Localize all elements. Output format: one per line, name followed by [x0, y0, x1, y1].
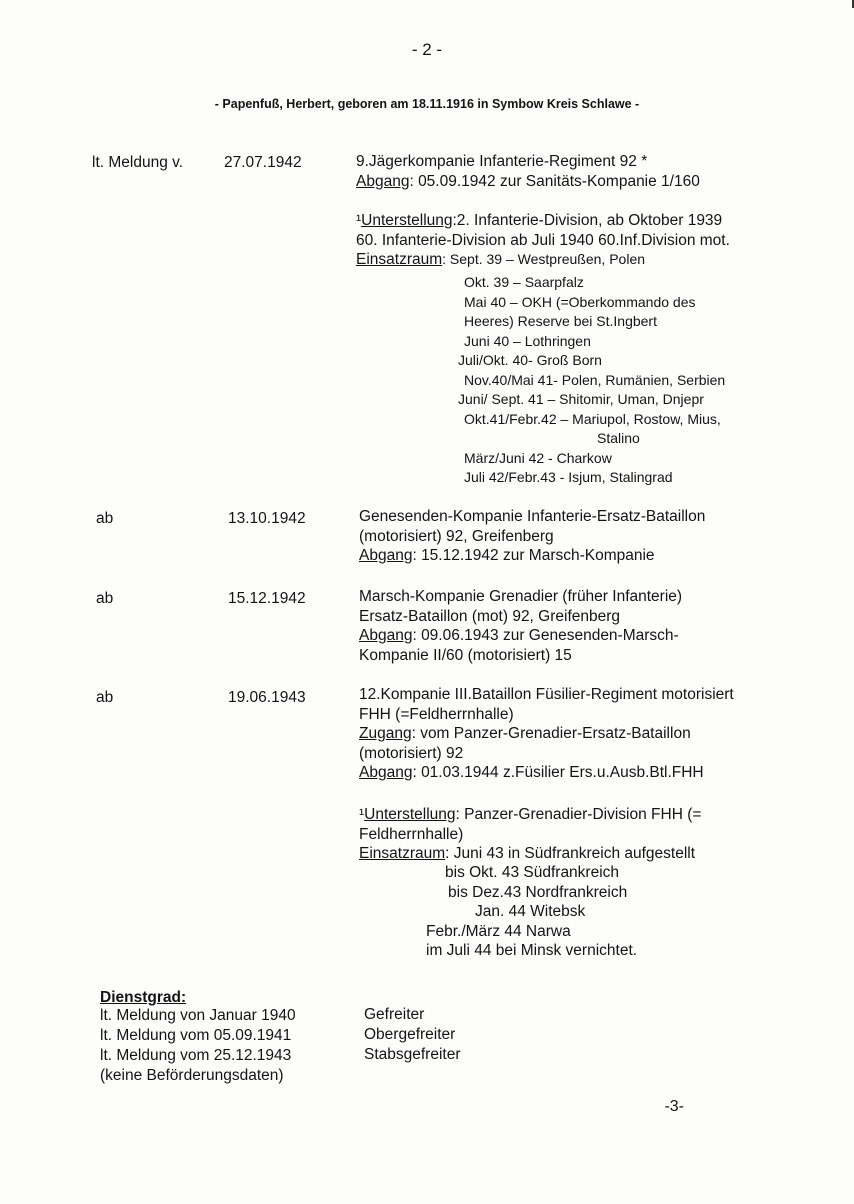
- entry-3-label: ab: [96, 590, 114, 607]
- dienstgrad-note: (keine Beförderungsdaten): [100, 1067, 284, 1084]
- abgang-text: : 01.03.1944 z.Füsilier Ers.u.Ausb.Btl.FHH: [412, 764, 704, 781]
- dienstgrad-meldung: lt. Meldung vom 05.09.1941: [100, 1027, 292, 1044]
- entry-1-einsatz-list: [458, 273, 726, 488]
- entry-4-date: 19.06.1943: [228, 689, 306, 706]
- entry-3-details: [359, 587, 682, 665]
- entry-2-label: ab: [96, 510, 114, 527]
- abgang-label: Abgang: [359, 547, 413, 564]
- abgang-label: Abgang: [356, 172, 410, 190]
- einsatz-line: Nov.40/Mai 41- Polen, Rumänien, Serbien: [464, 371, 726, 388]
- entry-1-abgang: [356, 172, 700, 192]
- dienstgrad-meldung: lt. Meldung vom 25.12.1943: [100, 1047, 292, 1064]
- entry-4-details: [359, 685, 734, 783]
- einsatzraum-label: Einsatzraum: [356, 251, 443, 268]
- einsatzraum-label: Einsatzraum: [359, 845, 446, 862]
- document-header: - Papenfuß, Herbert, geboren am 18.11.1916 in Symbow Kreis Schlawe -: [214, 97, 640, 111]
- unterstellung-text: :2. Infanterie-Division, ab Oktober 1939: [452, 212, 723, 229]
- entry-3-line-1: Marsch-Kompanie Grenadier (früher Infanterie): [359, 588, 683, 605]
- zugang-text: : vom Panzer-Grenadier-Ersatz-Bataillon: [411, 725, 691, 742]
- einsatz-line: im Juli 44 bei Minsk vernichtet.: [426, 942, 638, 959]
- entry-1-unterstellung: [356, 211, 730, 270]
- einsatz-line: Juni 40 – Lothringen: [464, 332, 591, 349]
- dienstgrad-heading: Dienstgrad:: [100, 989, 187, 1006]
- einsatz-line: Stalino: [597, 430, 640, 446]
- zugang-label: Zugang: [359, 725, 412, 742]
- einsatz-line: Juli 42/Febr.43 - Isjum, Stalingrad: [464, 469, 673, 485]
- einsatz-line: März/Juni 42 - Charkow: [464, 449, 612, 466]
- entry-3-line-2: Ersatz-Bataillon (mot) 92, Greifenberg: [359, 607, 621, 625]
- entry-4-line-2: FHH (=Feldherrnhalle): [359, 705, 514, 723]
- unterstellung-label: Unterstellung: [364, 806, 456, 823]
- entry-1-date: 27.07.1942: [224, 154, 302, 171]
- entry-4-line-1: 12.Kompanie III.Bataillon Füsilier-Regiment motorisiert: [359, 686, 734, 703]
- dienstgrad-meldung: lt. Meldung von Januar 1940: [100, 1007, 296, 1024]
- entry-4-unterstellung: [359, 805, 701, 864]
- entry-3-line-4: Kompanie II/60 (motorisiert) 15: [359, 646, 572, 664]
- einsatz-line: Heeres) Reserve bei St.Ingbert: [464, 313, 657, 329]
- unterstellung-label: Unterstellung: [361, 212, 453, 229]
- entry-2-line-1: Genesenden-Kompanie Infanterie-Ersatz-Bataillon: [359, 508, 706, 525]
- einsatz-line: Febr./März 44 Narwa: [426, 922, 571, 940]
- entry-4-line-4: (motorisiert) 92: [359, 744, 464, 762]
- einsatz-line: Juni/ Sept. 41 – Shitomir, Uman, Dnjepr: [458, 391, 704, 407]
- einsatz-line: Juli/Okt. 40- Groß Born: [458, 352, 602, 368]
- dienstgrad-rank: Stabsgefreiter: [364, 1046, 461, 1063]
- dienstgrad-rank: Gefreiter: [364, 1006, 425, 1023]
- einsatz-line: bis Okt. 43 Südfrankreich: [445, 864, 620, 881]
- abgang-text: : 09.06.1943 zur Genesenden-Marsch-: [412, 627, 679, 644]
- entry-4-einsatz-list: [0, 863, 854, 961]
- entry-1-details: [356, 152, 700, 191]
- entry-2-date: 13.10.1942: [228, 510, 306, 527]
- einsatz-line: : Juni 43 in Südfrankreich aufgestellt: [445, 845, 696, 862]
- einsatz-line: Mai 40 – OKH (=Oberkommando des: [464, 293, 696, 310]
- unterstellung-line-2: 60. Infanterie-Division ab Juli 1940 60.Inf.Division mot.: [356, 231, 730, 249]
- einsatz-line: Jan. 44 Witebsk: [475, 903, 586, 920]
- dienstgrad-ranks: [364, 1005, 461, 1065]
- dienstgrad-meldungen: [100, 1006, 296, 1086]
- footnote-marker: ¹: [356, 212, 362, 229]
- einsatz-line: Okt. 39 – Saarpfalz: [464, 274, 584, 290]
- unterstellung-line-2: Feldherrnhalle): [359, 825, 464, 843]
- next-page-marker: -3-: [664, 1098, 684, 1115]
- entry-4-label: ab: [96, 689, 114, 706]
- entry-1-unit: 9.Jägerkompanie Infanterie-Regiment 92 *: [356, 153, 648, 170]
- abgang-text: : 15.12.1942 zur Marsch-Kompanie: [412, 547, 655, 564]
- page-number: - 2 -: [411, 40, 443, 59]
- einsatz-line: bis Dez.43 Nordfrankreich: [448, 883, 628, 901]
- einsatz-line: Okt.41/Febr.42 – Mariupol, Rostow, Mius,: [464, 410, 721, 427]
- abgang-label: Abgang: [359, 764, 413, 781]
- entry-2-line-2: (motorisiert) 92, Greifenberg: [359, 527, 554, 545]
- entry-3-date: 15.12.1942: [228, 590, 306, 607]
- dienstgrad-rank: Obergefreiter: [364, 1026, 456, 1043]
- unterstellung-text: : Panzer-Grenadier-Division FHH (=: [455, 806, 702, 823]
- entry-2-details: [359, 507, 705, 566]
- abgang-text: : 05.09.1942 zur Sanitäts-Kompanie 1/160: [409, 172, 700, 190]
- abgang-label: Abgang: [359, 627, 413, 644]
- einsatz-line: : Sept. 39 – Westpreußen, Polen: [442, 251, 646, 267]
- footnote-marker: ¹: [359, 806, 365, 823]
- entry-1-label: lt. Meldung v.: [92, 154, 184, 171]
